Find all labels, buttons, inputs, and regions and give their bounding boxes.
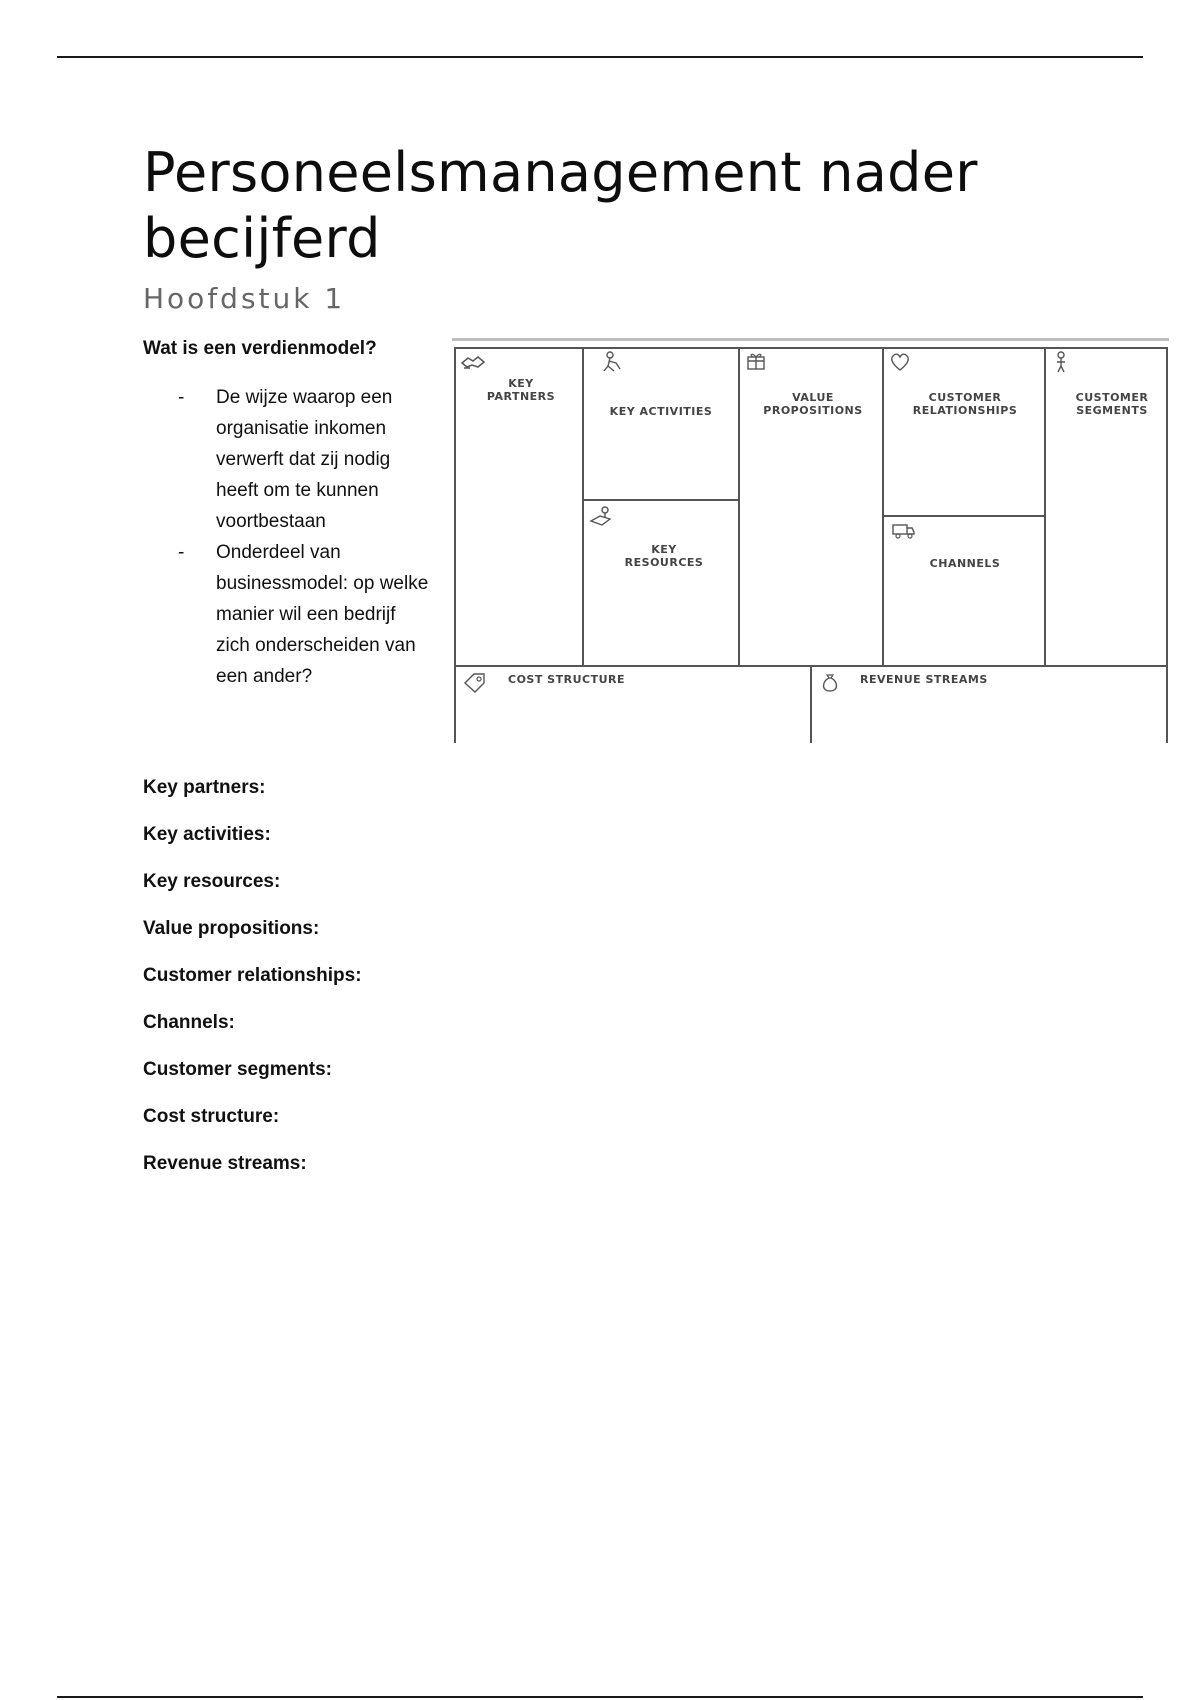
list-item-text: Onderdeel van businessmodel: op welke manier wil een bedrijf zich onderscheiden van een ander? bbox=[216, 542, 429, 687]
list-item bbox=[143, 382, 433, 537]
definition-list bbox=[143, 382, 433, 692]
canvas-label: VALUE PROPOSITIONS bbox=[763, 391, 863, 417]
field-channels: Channels: bbox=[143, 1012, 235, 1033]
canvas-label: CUSTOMER RELATIONSHIPS bbox=[912, 391, 1018, 417]
price-tag-icon bbox=[462, 671, 488, 693]
business-model-canvas-figure bbox=[452, 338, 1169, 743]
canvas-label: REVENUE STREAMS bbox=[860, 673, 988, 686]
field-key-partners: Key partners: bbox=[143, 777, 266, 798]
canvas-channels bbox=[882, 515, 1046, 667]
canvas-label: CHANNELS bbox=[929, 557, 1001, 570]
canvas-label: CUSTOMER SEGMENTS bbox=[1075, 391, 1149, 417]
list-item-text: De wijze waarop een organisatie inkomen verwerft dat zij nodig heeft om te kunnen voortbestaan bbox=[216, 387, 393, 532]
canvas-field-list bbox=[143, 776, 362, 1199]
page-title: Personeelsmanagement nader becijferd bbox=[143, 141, 978, 270]
field-key-resources: Key resources: bbox=[143, 871, 281, 892]
gift-icon bbox=[744, 351, 770, 373]
section-question: Wat is een verdienmodel? bbox=[143, 338, 377, 359]
canvas-cost-structure bbox=[454, 665, 812, 743]
chapter-subtitle: Hoofdstuk 1 bbox=[143, 282, 346, 315]
canvas-revenue-streams bbox=[810, 665, 1168, 743]
canvas-customer-relationships bbox=[882, 347, 1046, 517]
field-revenue-streams: Revenue streams: bbox=[143, 1153, 307, 1174]
field-customer-relationships: Customer relationships: bbox=[143, 965, 362, 986]
canvas-customer-segments bbox=[1044, 347, 1168, 667]
heart-icon bbox=[888, 351, 914, 373]
canvas-label: KEY ACTIVITIES bbox=[609, 405, 713, 418]
canvas-value-propositions bbox=[738, 347, 884, 667]
canvas-key-partners bbox=[454, 347, 584, 667]
canvas-key-activities bbox=[582, 347, 740, 501]
list-item bbox=[143, 537, 433, 692]
resources-icon bbox=[588, 505, 614, 527]
field-customer-segments: Customer segments: bbox=[143, 1059, 332, 1080]
field-value-propositions: Value propositions: bbox=[143, 918, 320, 939]
worker-icon bbox=[598, 351, 624, 373]
bullet-marker: - bbox=[178, 387, 185, 408]
canvas-label: COST STRUCTURE bbox=[508, 673, 625, 686]
canvas-label: KEY RESOURCES bbox=[624, 543, 704, 569]
handshake-icon bbox=[460, 351, 486, 373]
truck-icon bbox=[890, 519, 916, 541]
canvas-key-resources bbox=[582, 499, 740, 667]
field-cost-structure: Cost structure: bbox=[143, 1106, 280, 1127]
footer-rule bbox=[57, 1696, 1143, 1698]
bullet-marker: - bbox=[178, 542, 185, 563]
canvas-label: KEY PARTNERS bbox=[486, 377, 556, 403]
money-bag-icon bbox=[818, 671, 844, 693]
field-key-activities: Key activities: bbox=[143, 824, 271, 845]
person-icon bbox=[1050, 351, 1076, 373]
header-rule bbox=[57, 56, 1143, 58]
